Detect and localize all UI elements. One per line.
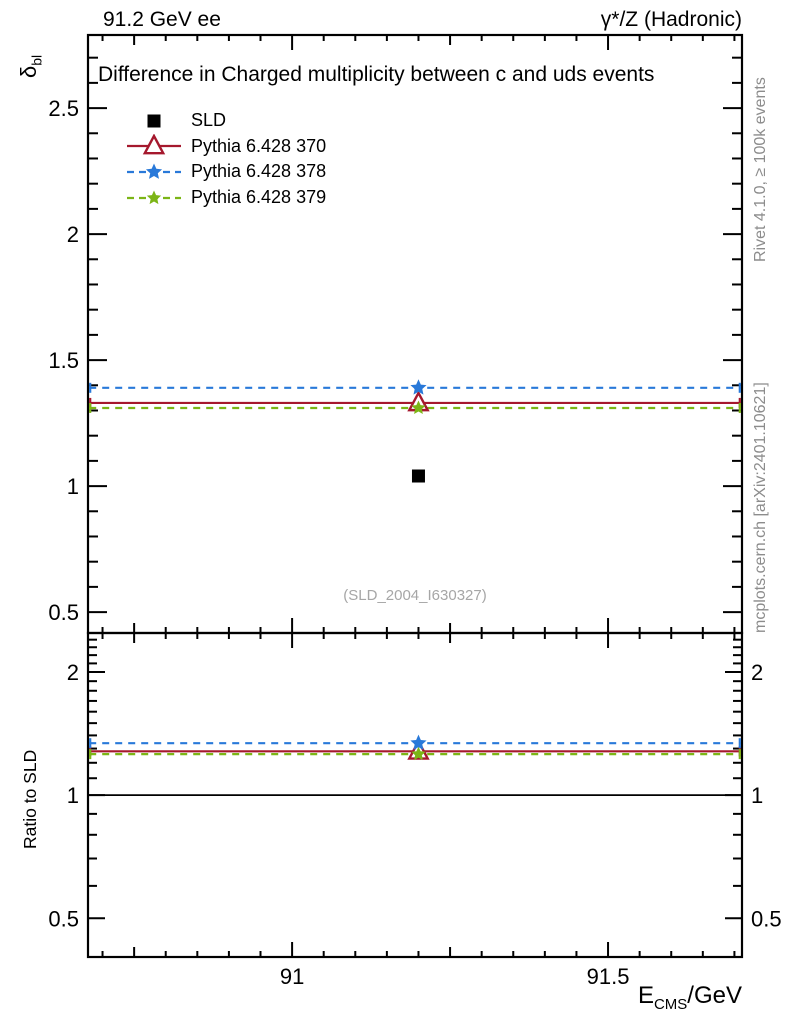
marker-open-triangle <box>409 741 427 758</box>
marker-star <box>410 735 426 750</box>
marker-star <box>410 379 426 394</box>
y-axis-symbol: δ <box>16 65 41 78</box>
marker-star <box>146 163 162 178</box>
marker-open-triangle <box>409 393 427 410</box>
legend-item <box>125 159 326 185</box>
data-point-square <box>148 114 161 127</box>
x-axis-title <box>492 982 742 1013</box>
legend-marker-sample <box>125 160 183 184</box>
legend-label: Pythia 6.428 378 <box>191 161 327 182</box>
marker-open-triangle <box>145 136 163 153</box>
ratio-tick-label-left: 1 <box>66 783 79 809</box>
y-axis-tick-label: 2 <box>66 222 79 248</box>
ratio-tick-label-left: 2 <box>66 660 79 686</box>
ratio-axis-title: Ratio to SLD <box>20 749 40 849</box>
ratio-tick-label-right: 1 <box>751 783 764 809</box>
y-axis-tick-label: 1 <box>66 474 79 500</box>
y-axis-subscript: bl <box>28 54 45 66</box>
process-label: γ*/Z (Hadronic) <box>600 8 742 31</box>
x-axis-subscript: CMS <box>653 995 688 1013</box>
data-point-square <box>412 470 425 483</box>
mcplots-arxiv-note: mcplots.cern.ch [arXiv:2401.10621] <box>752 382 769 633</box>
plot-title: Difference in Charged multiplicity between c and uds events <box>98 63 655 86</box>
legend-marker-sample <box>125 186 183 210</box>
legend-marker-sample <box>125 109 183 133</box>
legend-item <box>125 185 326 211</box>
legend <box>125 108 326 210</box>
legend-item <box>125 108 326 134</box>
legend-label: Pythia 6.428 379 <box>191 187 327 208</box>
y-axis-tick-label: 2.5 <box>48 96 79 122</box>
panel-frame <box>88 633 742 957</box>
beam-energy-label: 91.2 GeV ee <box>103 8 221 31</box>
marker-star <box>411 747 425 761</box>
legend-item <box>125 134 326 160</box>
ratio-tick-label-right: 0.5 <box>751 906 782 932</box>
x-axis-symbol: E <box>637 982 654 1009</box>
x-axis-units: /GeV <box>687 982 742 1009</box>
analysis-id-watermark: (SLD_2004_I630327) <box>343 587 487 604</box>
x-axis-tick-label: 91 <box>279 964 305 989</box>
rivet-version-note: Rivet 4.1.0, ≥ 100k events <box>752 77 769 262</box>
y-axis-title <box>16 55 44 78</box>
legend-marker-sample <box>125 134 183 158</box>
y-axis-tick-label: 1.5 <box>48 348 79 374</box>
legend-label: SLD <box>191 110 227 131</box>
ratio-tick-label-left: 0.5 <box>48 906 79 932</box>
legend-label: Pythia 6.428 370 <box>191 135 327 156</box>
marker-star <box>411 400 425 414</box>
marker-star <box>147 190 161 204</box>
ratio-tick-label-right: 2 <box>751 660 764 686</box>
x-axis-tick-label: 91.5 <box>586 964 630 989</box>
y-axis-tick-label: 0.5 <box>48 600 79 626</box>
